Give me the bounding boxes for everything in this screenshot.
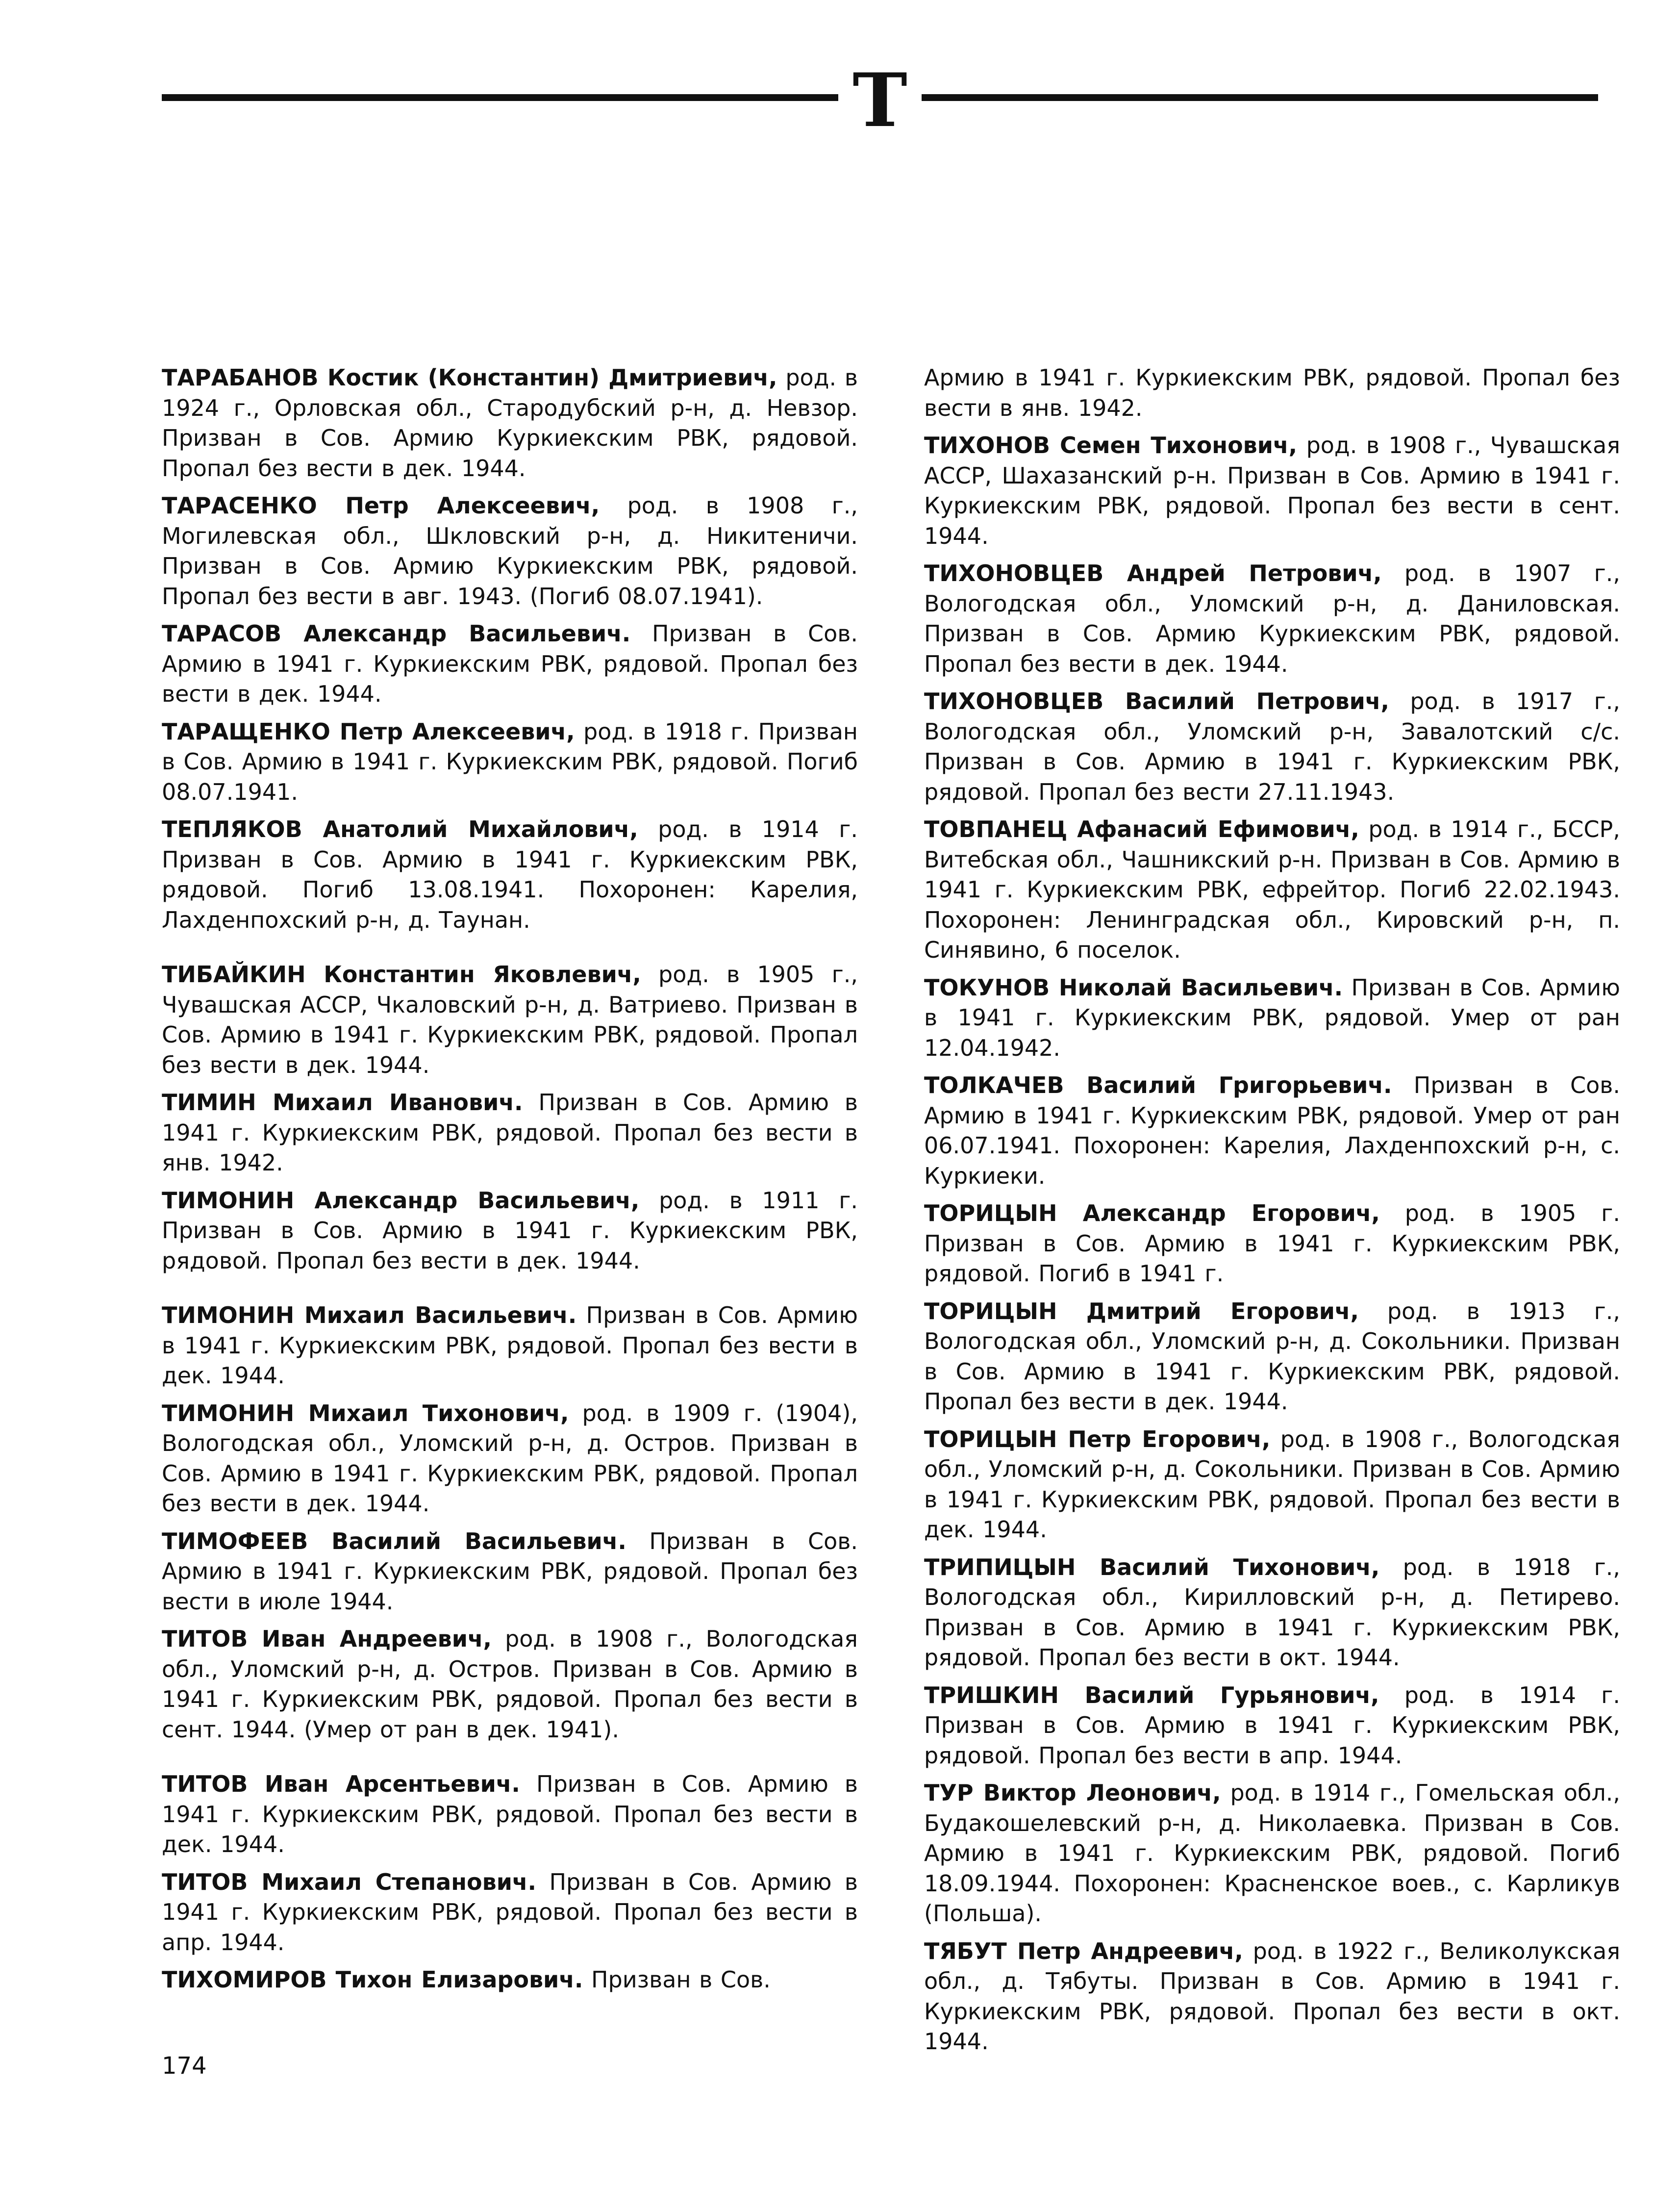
entry-text: Призван в Сов. bbox=[583, 1966, 771, 1993]
entry-name: ТИМОНИН Михаил Васильевич. bbox=[162, 1302, 577, 1328]
entry-text: род. в 1909 г. (1904), Вологодская обл., Уломский р-н, д. Остров. Призван в Сов. Армию в 1941 г. Куркиекским РВК, рядовой. Пропал без вести в дек. 1944. bbox=[162, 1399, 858, 1517]
entry-text: род. в 1924 г., Орловская обл., Стародубский р-н, д. Невзор. Призван в Сов. Армию Куркиекским РВК, рядовой. Пропал без вести в дек. 1944. bbox=[162, 364, 858, 482]
entry-text: Призван в Сов. Армию в 1941 г. Куркиекским РВК, рядовой. Пропал без вести в апр. 1944. bbox=[162, 1868, 858, 1956]
entry-name: ТИМОНИН Михаил Тихонович, bbox=[162, 1399, 569, 1426]
entry bbox=[162, 1526, 858, 1617]
entry-name: ТИБАЙКИН Константин Яковлевич, bbox=[162, 961, 641, 988]
entry-name: ТИТОВ Михаил Степанович. bbox=[162, 1868, 536, 1895]
entry-text: род. в 1914 г., БССР, Витебская обл., Чашникский р-н. Призван в Сов. Армию в 1941 г. Куркиекским РВК, ефрейтор. Погиб 22.02.1943. Похоронен: Ленинградская обл., Кировский р-н, п. Синявино, 6 поселок. bbox=[924, 816, 1620, 963]
entry-name: ТИТОВ Иван Андреевич, bbox=[162, 1626, 492, 1652]
entry-name: ТАРАСОВ Александр Васильевич. bbox=[162, 620, 631, 647]
entry-text: род. в 1905 г., Чувашская АССР, Чкаловский р-н, д. Ватриево. Призван в Сов. Армию в 1941 г. Куркиекским РВК, рядовой. Пропал без вести в дек. 1944. bbox=[162, 961, 858, 1078]
entry-name: ТЯБУТ Петр Андреевич, bbox=[924, 1937, 1243, 1964]
entry-text: род. в 1918 г., Вологодская обл., Кирилловский р-н, д. Петирево. Призван в Сов. Армию в 1941 г. Куркиекским РВК, рядовой. Пропал без вести в окт. 1944. bbox=[924, 1553, 1620, 1671]
entry bbox=[162, 717, 858, 808]
entry bbox=[162, 814, 858, 935]
entry-name: ТОРИЦЫН Дмитрий Егорович, bbox=[924, 1297, 1359, 1324]
entry bbox=[924, 1552, 1620, 1673]
entry-name: ТАРАЩЕНКО Петр Алексеевич, bbox=[162, 718, 575, 745]
entry-name: ТАРАБАНОВ Костик (Константин) Дмитриевич, bbox=[162, 364, 777, 391]
entry bbox=[924, 973, 1620, 1064]
entry-name: ТОЛКАЧЕВ Василий Григорьевич. bbox=[924, 1072, 1392, 1098]
entry bbox=[162, 1965, 858, 1995]
entry-name: ТИХОНОВЦЕВ Андрей Петрович, bbox=[924, 560, 1382, 586]
right-column bbox=[924, 363, 1620, 2064]
entry bbox=[162, 1624, 858, 1745]
entry-text: Призван в Сов. Армию в 1941 г. Куркиекским РВК, рядовой. Умер от ран 06.07.1941. Похоронен: Карелия, Лахденпохский р-н, с. Куркиеки. bbox=[924, 1072, 1620, 1189]
header-rule-right bbox=[922, 94, 1598, 101]
entry-text: род. в 1914 г., Гомельская обл., Будакошелевский р-н, д. Николаевка. Призван в Сов. Армию в 1941 г. Куркиекским РВК, рядовой. Погиб 18.09.1944. Похоронен: Красненское воев., с. Карликув (Польша). bbox=[924, 1780, 1620, 1927]
entry-text: род. в 1908 г., Чувашская АССР, Шахазанский р-н. Призван в Сов. Армию в 1941 г. Куркиекским РВК, рядовой. Пропал без вести в сент. 1944. bbox=[924, 432, 1620, 549]
entry-text: Призван в Сов. Армию в 1941 г. Куркиекским РВК, рядовой. Пропал без вести в июле 1944. bbox=[162, 1527, 858, 1615]
entry-text: Призван в Сов. Армию в 1941 г. Куркиекским РВК, рядовой. Пропал без вести в дек. 1944. bbox=[162, 620, 858, 707]
entry-text: род. в 1918 г. Призван в Сов. Армию в 1941 г. Куркиекским РВК, рядовой. Погиб 08.07.1941. bbox=[162, 718, 858, 805]
entry bbox=[924, 1680, 1620, 1771]
entry-text: род. в 1917 г., Вологодская обл., Уломский р-н, Завалотский с/с. Призван в Сов. Армию в 1941 г. Куркиекским РВК, рядовой. Пропал без вести 27.11.1943. bbox=[924, 688, 1620, 805]
entry bbox=[162, 1088, 858, 1178]
entry-text: род. в 1907 г., Вологодская обл., Уломский р-н, д. Даниловская. Призван в Сов. Армию Куркиекским РВК, рядовой. Пропал без вести в дек. 1944. bbox=[924, 560, 1620, 677]
entry bbox=[924, 1297, 1620, 1417]
page-number: 174 bbox=[162, 2052, 207, 2080]
entry-name: ТЕПЛЯКОВ Анатолий Михайлович, bbox=[162, 816, 638, 842]
entry-name: ТИХОНОВ Семен Тихонович, bbox=[924, 432, 1298, 458]
entry-name: ТРИПИЦЫН Василий Тихонович, bbox=[924, 1553, 1380, 1580]
entry-text: род. в 1908 г., Вологодская обл., Уломский р-н, д. Сокольники. Призван в Сов. Армию в 1941 г. Куркиекским РВК, рядовой. Пропал без вести в дек. 1944. bbox=[924, 1425, 1620, 1543]
entry bbox=[162, 491, 858, 611]
entry-text: Призван в Сов. Армию в 1941 г. Куркиекским РВК, рядовой. Пропал без вести в дек. 1944. bbox=[162, 1302, 858, 1389]
entry-name: ТОКУНОВ Николай Васильевич. bbox=[924, 974, 1343, 1001]
entry-name: ТИМИН Михаил Иванович. bbox=[162, 1089, 523, 1116]
section-letter: Т bbox=[852, 57, 907, 144]
entry bbox=[924, 1778, 1620, 1929]
entry bbox=[162, 1186, 858, 1276]
entry-text: род. в 1908 г., Могилевская обл., Шкловский р-н, д. Никитеничи. Призван в Сов. Армию Куркиекским РВК, рядовой. Пропал без вести в авг. 1943. (Погиб 08.07.1941). bbox=[162, 492, 858, 610]
entry-name: ТИМОНИН Александр Васильевич, bbox=[162, 1187, 640, 1214]
entry bbox=[162, 363, 858, 483]
entry-name: ТУР Виктор Леонович, bbox=[924, 1780, 1221, 1806]
entry bbox=[924, 1936, 1620, 2057]
entry-name: ТОРИЦЫН Александр Егорович, bbox=[924, 1200, 1380, 1226]
entry bbox=[924, 559, 1620, 679]
entry-text: род. в 1914 г. Призван в Сов. Армию в 1941 г. Куркиекским РВК, рядовой. Погиб 13.08.1941. Похоронен: Карелия, Лахденпохский р-н, д. Таунан. bbox=[162, 816, 858, 933]
entry-text: род. в 1908 г., Вологодская обл., Уломский р-н, д. Остров. Призван в Сов. Армию в 1941 г. Куркиекским РВК, рядовой. Пропал без вести в сент. 1944. (Умер от ран в дек. 1941). bbox=[162, 1626, 858, 1743]
entry bbox=[924, 1424, 1620, 1545]
entry-name: ТАРАСЕНКО Петр Алексеевич, bbox=[162, 492, 600, 519]
entry-text: Призван в Сов. Армию в 1941 г. Куркиекским РВК, рядовой. Умер от ран 12.04.1942. bbox=[924, 974, 1620, 1061]
entry-text: Армию в 1941 г. Куркиекским РВК, рядовой. Пропал без вести в янв. 1942. bbox=[924, 364, 1620, 421]
entry bbox=[162, 619, 858, 710]
entry-name: ТОРИЦЫН Петр Егорович, bbox=[924, 1425, 1271, 1452]
entry-text: Призван в Сов. Армию в 1941 г. Куркиекским РВК, рядовой. Пропал без вести в янв. 1942. bbox=[162, 1089, 858, 1176]
entry-name: ТИМОФЕЕВ Василий Васильевич. bbox=[162, 1527, 626, 1554]
entry-text: род. в 1914 г. Призван в Сов. Армию в 1941 г. Куркиекским РВК, рядовой. Пропал без вести в апр. 1944. bbox=[924, 1681, 1620, 1769]
header-rule-left bbox=[162, 94, 838, 101]
entry-name: ТРИШКИН Василий Гурьянович, bbox=[924, 1681, 1379, 1708]
entry bbox=[924, 814, 1620, 966]
entry bbox=[162, 1398, 858, 1519]
entry bbox=[162, 1300, 858, 1391]
entry-text: род. в 1913 г., Вологодская обл., Уломский р-н, д. Сокольники. Призван в Сов. Армию в 1941 г. Куркиекским РВК, рядовой. Пропал без вести в дек. 1944. bbox=[924, 1297, 1620, 1415]
entry-text: Призван в Сов. Армию в 1941 г. Куркиекским РВК, рядовой. Пропал без вести в дек. 1944. bbox=[162, 1771, 858, 1857]
entry bbox=[162, 1769, 858, 1860]
entry-name: ТИХОНОВЦЕВ Василий Петрович, bbox=[924, 688, 1389, 714]
entry-name: ТИХОМИРОВ Тихон Елизарович. bbox=[162, 1966, 583, 1993]
section-header bbox=[162, 57, 1598, 144]
entry-text: род. в 1911 г. Призван в Сов. Армию в 1941 г. Куркиекским РВК, рядовой. Пропал без вести в дек. 1944. bbox=[162, 1187, 858, 1274]
entry-continuation bbox=[924, 363, 1620, 423]
entry-text: род. в 1905 г. Призван в Сов. Армию в 1941 г. Куркиекским РВК, рядовой. Погиб в 1941 г. bbox=[924, 1200, 1620, 1287]
entry-name: ТОВПАНЕЦ Афанасий Ефимович, bbox=[924, 816, 1359, 842]
entry-name: ТИТОВ Иван Арсентьевич. bbox=[162, 1771, 520, 1797]
entry bbox=[924, 1070, 1620, 1191]
entry bbox=[162, 960, 858, 1080]
left-column bbox=[162, 363, 858, 2003]
entry bbox=[924, 431, 1620, 551]
entry bbox=[924, 1198, 1620, 1289]
entry bbox=[924, 686, 1620, 807]
entry-text: род. в 1922 г., Великолукская обл., д. Тябуты. Призван в Сов. Армию в 1941 г. Куркиекским РВК, рядовой. Пропал без вести в окт. 1944. bbox=[924, 1937, 1620, 2055]
entry bbox=[162, 1867, 858, 1958]
